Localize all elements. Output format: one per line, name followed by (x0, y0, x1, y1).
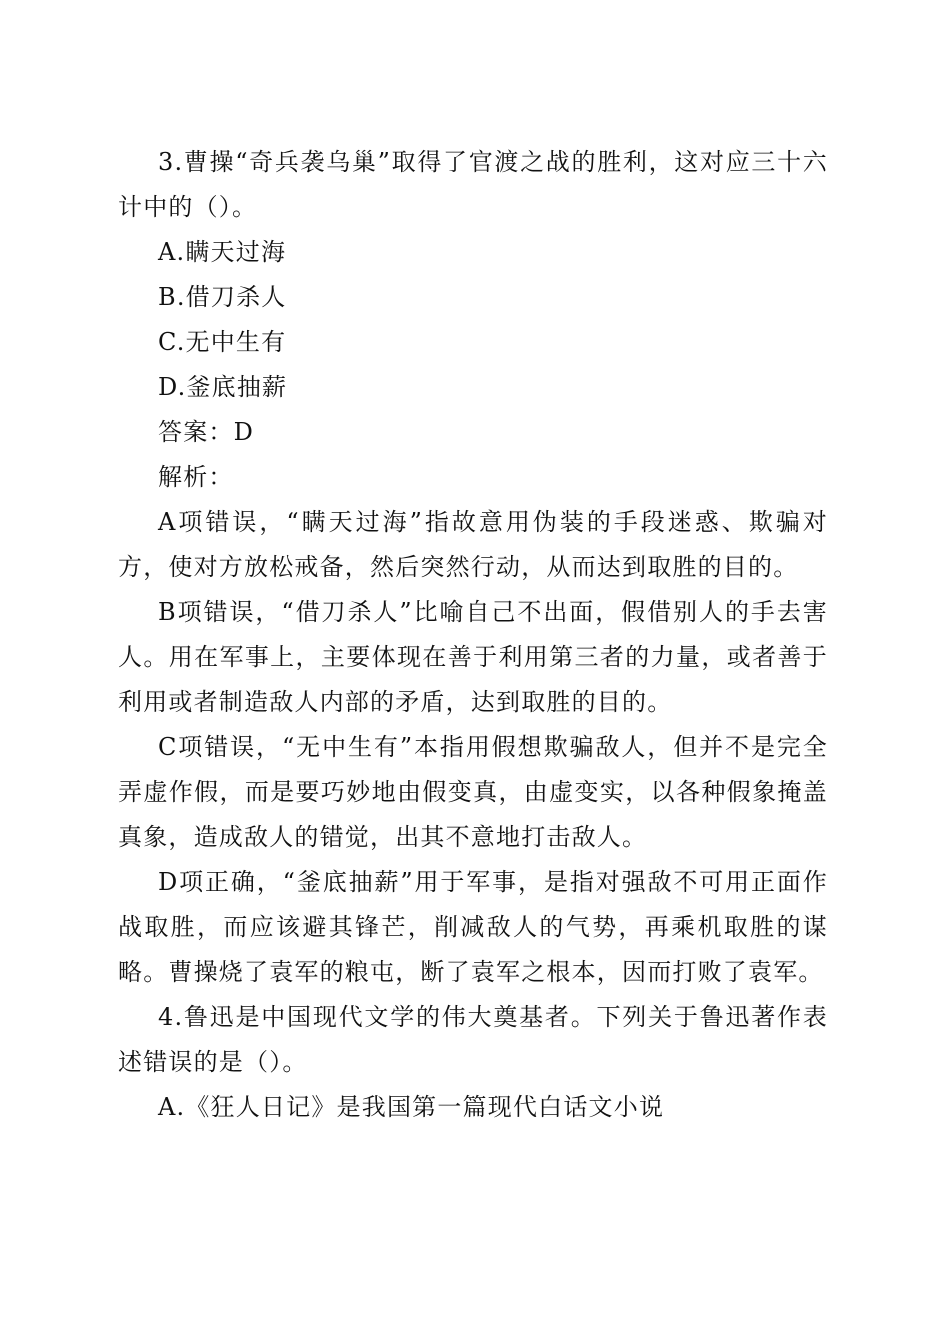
question-3-option-b: B.借刀杀人 (158, 283, 287, 311)
question-3-analysis-d: D项正确，“釜底抽薪”用于军事，是指对强敌不可用正面作战取胜，而应该避其锋芒，削减敌人的气势，再乘机取胜的谋略。曹操烧了袁军的粮屯，断了袁军之根本，因而打败了袁军。 (118, 868, 828, 986)
question-3-analysis-a: A项错误，“瞒天过海”指故意用伪装的手段迷惑、欺骗对方，使对方放松戒备，然后突然行动，从而达到取胜的目的。 (118, 508, 828, 581)
question-3-stem: 3.曹操“奇兵袭乌巢”取得了官渡之战的胜利，这对应三十六计中的（）。 (118, 148, 828, 221)
question-3-answer: 答案：D (158, 418, 255, 446)
question-3-option-a: A.瞒天过海 (158, 238, 287, 266)
question-4-option-a: A.《狂人日记》是我国第一篇现代白话文小说 (158, 1093, 665, 1121)
document-page (118, 140, 828, 1130)
question-3-option-d: D.釜底抽薪 (158, 373, 288, 401)
question-4-stem: 4.鲁迅是中国现代文学的伟大奠基者。下列关于鲁迅著作表述错误的是（）。 (118, 1003, 828, 1076)
question-3-analysis-label: 解析： (158, 463, 234, 491)
question-3-analysis-b: B项错误，“借刀杀人”比喻自己不出面，假借别人的手去害人。用在军事上，主要体现在善于利用第三者的力量，或者善于利用或者制造敌人内部的矛盾，达到取胜的目的。 (118, 598, 828, 716)
question-3-analysis-c: C项错误，“无中生有”本指用假想欺骗敌人，但并不是完全弄虚作假，而是要巧妙地由假变真，由虚变实，以各种假象掩盖真象，造成敌人的错觉，出其不意地打击敌人。 (118, 733, 828, 851)
question-3-option-c: C.无中生有 (158, 328, 287, 356)
